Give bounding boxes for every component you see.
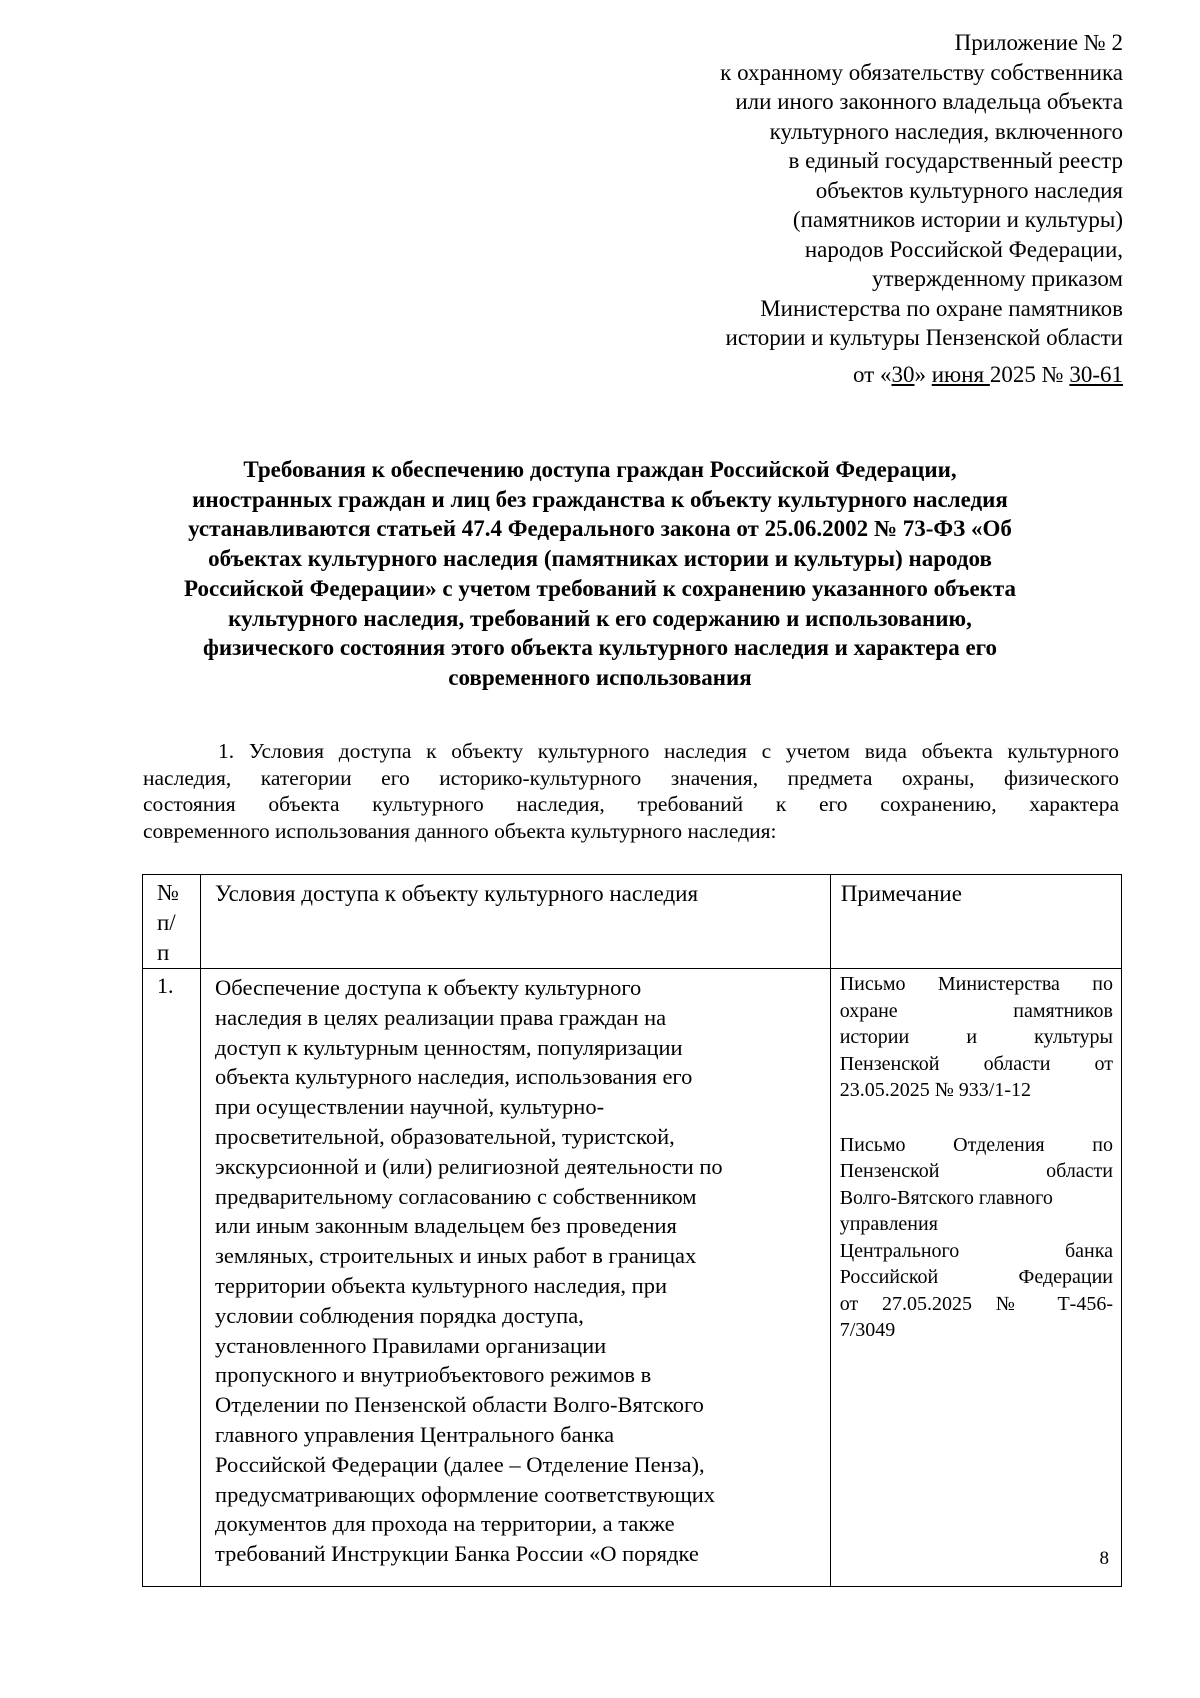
condition-line: главного управления Центрального банка: [215, 1421, 615, 1447]
condition-line: просветительной, образовательной, туристской,: [215, 1123, 675, 1149]
condition-line: или иным законным владельцем без проведения: [215, 1213, 677, 1239]
note-line: охране памятников: [839, 999, 1113, 1022]
note-line: Российской Федерации: [839, 1266, 1113, 1288]
condition-line: земляных, строительных и иных работ в границах: [215, 1243, 697, 1269]
header-number: [143, 875, 201, 969]
order-year: 2025 №: [989, 361, 1070, 387]
condition-line: объекта культурного наследия, использования его: [215, 1064, 693, 1090]
condition-line: Российской Федерации (далее – Отделение Пенза),: [215, 1451, 705, 1477]
condition-line: при осуществлении научной, культурно-: [215, 1094, 605, 1120]
paragraph-line: наследия, категории его историко-культурного значения, предмета охраны, физического: [143, 765, 1119, 790]
note-line: Волго-Вятского главного: [839, 1186, 1053, 1209]
note-line: истории и культуры: [839, 1026, 1113, 1048]
paragraph-line: состояния объекта культурного наследия, требований к его сохранению, характера: [143, 792, 1119, 816]
access-conditions-table: [142, 874, 1122, 1587]
condition-line: пропускного и внутриобъектового режимов в: [215, 1362, 652, 1388]
appendix-header: [720, 28, 1123, 389]
page-number: 8: [1099, 1548, 1109, 1569]
appendix-line: или иного законного владельца объекта: [735, 89, 1123, 114]
title-line: Российской Федерации» с учетом требований к сохранению указанного объекта: [184, 575, 1016, 601]
title-line: Требования к обеспечению доступа граждан Российской Федерации,: [243, 457, 957, 482]
note-line: 23.05.2025 № 933/1-12: [839, 1079, 1031, 1101]
order-prefix: от «: [852, 361, 892, 387]
appendix-line: к охранному обязательству собственника: [720, 59, 1123, 85]
condition-line: условии соблюдения порядка доступа,: [215, 1302, 584, 1328]
table-header-row: [143, 875, 1122, 969]
title-line: устанавливаются статьей 47.4 Федерального закона от 25.06.2002 № 73-ФЗ «Об: [188, 516, 1012, 542]
row-condition: [201, 969, 831, 1587]
paragraph-line: 1. Условия доступа к объекту культурного наследия с учетом вида объекта культурного: [218, 739, 1119, 763]
appendix-line: культурного наследия, включенного: [769, 118, 1123, 144]
appendix-line: объектов культурного наследия: [815, 177, 1123, 203]
order-date-line: [720, 360, 1123, 390]
condition-line: Обеспечение доступа к объекту культурного: [215, 975, 642, 1000]
appendix-line: народов Российской Федерации,: [804, 236, 1123, 262]
condition-line: требований Инструкции Банка России «О порядке: [215, 1541, 699, 1567]
row-number: 1.: [143, 969, 201, 1587]
condition-line: территории объекта культурного наследия, при: [215, 1272, 667, 1298]
appendix-line: Министерства по охране памятников: [760, 295, 1123, 321]
appendix-line: истории и культуры Пензенской области: [725, 325, 1123, 350]
title-line: современного использования: [448, 664, 752, 690]
note-spacer: [840, 1104, 1113, 1132]
condition-line: доступ к культурным ценностям, популяризации: [215, 1034, 683, 1060]
note-line: Письмо Отделения по: [839, 1133, 1113, 1156]
header-number-line: №: [157, 880, 179, 905]
condition-line: установленного Правилами организации: [215, 1332, 607, 1358]
title-line: физического состояния этого объекта культурного наследия и характера его: [202, 635, 998, 661]
title-line: культурного наследия, требований к его содержанию и использованию,: [228, 605, 972, 631]
condition-line: документов для прохода на территории, а также: [215, 1511, 675, 1537]
order-number: 30-61: [1069, 361, 1123, 387]
appendix-line: Приложение № 2: [954, 30, 1123, 55]
condition-line: наследия в целях реализации права граждан на: [215, 1004, 667, 1030]
appendix-line: (памятников истории и культуры): [792, 207, 1123, 232]
condition-line: экскурсионной и (или) религиозной деятельности по: [215, 1153, 723, 1179]
order-day: 30: [891, 361, 915, 387]
title-line: иностранных граждан и лиц без гражданства к объекту культурного наследия: [192, 486, 1008, 512]
note-line: 7/3049: [839, 1319, 896, 1341]
condition-line: предварительному согласованию с собственником: [215, 1183, 697, 1209]
appendix-line: утвержденному приказом: [872, 266, 1123, 291]
condition-line: Отделении по Пензенской области Волго-Вятского: [215, 1392, 704, 1418]
document-title: [130, 455, 1070, 693]
paragraph-line: современного использования данного объекта культурного наследия:: [143, 818, 777, 843]
appendix-line: в единый государственный реестр: [788, 148, 1123, 173]
header-condition: Условия доступа к объекту культурного наследия: [201, 875, 831, 969]
note-line: Письмо Министерства по: [839, 973, 1113, 995]
title-line: объектах культурного наследия (памятниках истории и культуры) народов: [208, 546, 992, 572]
table-row: [143, 969, 1122, 1587]
note-line: от 27.05.2025 № Т-456-: [839, 1292, 1113, 1315]
header-note: Примечание: [830, 875, 1121, 969]
note-line: Пензенской области от: [839, 1052, 1113, 1075]
intro-paragraph: [143, 738, 1119, 844]
header-number-line: п: [157, 940, 170, 965]
note-line: Центрального банка: [839, 1239, 1113, 1262]
order-mid: »: [914, 361, 932, 387]
order-month: июня: [931, 361, 990, 387]
row-note: [830, 969, 1121, 1587]
note-line: Пензенской области: [839, 1160, 1113, 1182]
note-line: управления: [839, 1213, 938, 1235]
header-number-line: п/: [157, 910, 176, 935]
condition-line: предусматривающих оформление соответствующих: [215, 1481, 716, 1507]
